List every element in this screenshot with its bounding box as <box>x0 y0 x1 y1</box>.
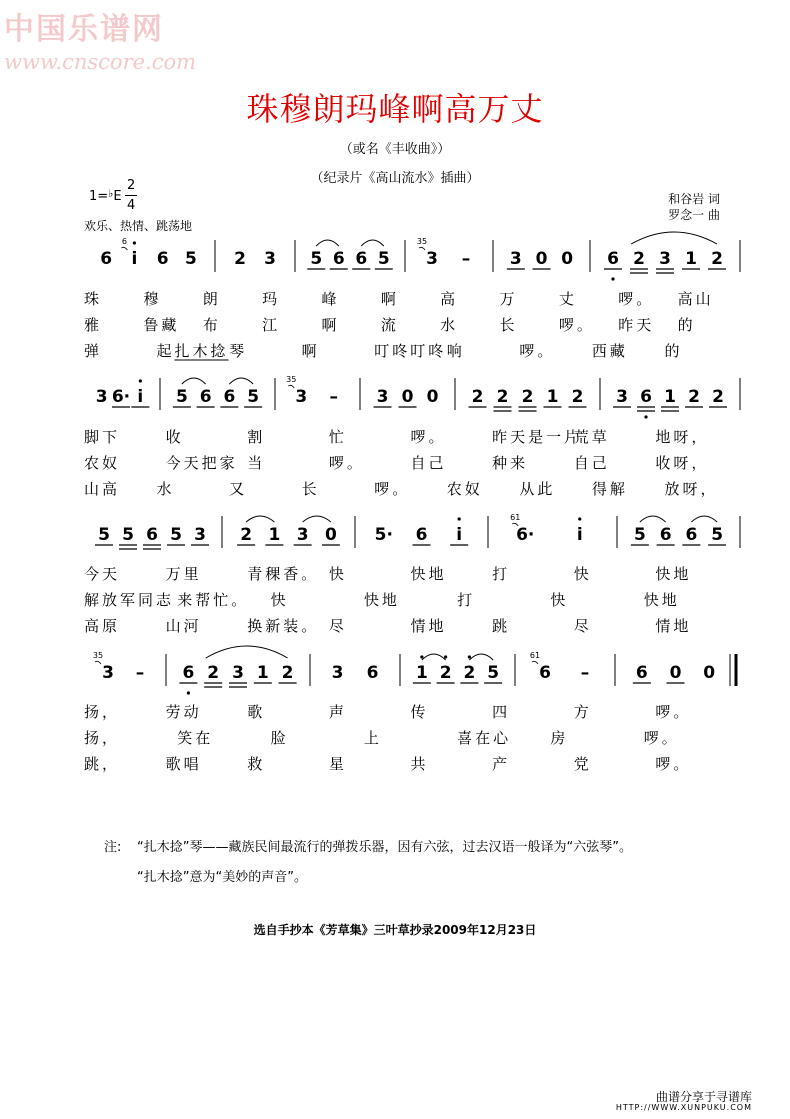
lyric-syllable: 起扎木捻 <box>156 342 229 360</box>
lyric-syllable: 方 <box>573 703 592 721</box>
lyric-syllable: 昨天 <box>618 316 655 334</box>
lyric-syllable: 布 <box>202 316 221 334</box>
jianpu-note: 5 <box>247 387 260 407</box>
lyric-syllable: 当 <box>247 454 266 472</box>
lyric-syllable: 忙 <box>328 428 347 446</box>
lyric-syllable: 朗 <box>202 290 221 308</box>
jianpu-note: 3 <box>376 387 389 407</box>
lyric-syllable: 收 <box>165 428 184 446</box>
jianpu-note: 0 <box>669 663 682 683</box>
lyric-syllable: 今天 <box>84 565 121 583</box>
jianpu-note: 6 <box>156 249 169 269</box>
jianpu-note: 3 <box>509 249 522 269</box>
jianpu-note: 5 <box>487 663 500 683</box>
slur <box>640 516 666 522</box>
jianpu-note: 5 <box>633 525 646 545</box>
footnote-line-1: “扎木捻”琴——藏族民间最流行的弹拨乐器，因有六弦，过去汉语一般译为“六弦琴”。 <box>137 840 632 855</box>
jianpu-note: 6· <box>516 525 535 545</box>
lyric-syllable: 又 <box>229 480 248 498</box>
grace-note: 35 <box>92 651 104 660</box>
jianpu-note: i <box>576 525 583 545</box>
grace-note: 61 <box>529 651 541 660</box>
time-sig-beats: 2 <box>127 178 136 193</box>
watermark-url: www.cnscore.com <box>4 50 197 74</box>
lyric-syllable: 换新装。 <box>247 617 320 635</box>
lyric-syllable: 尽 <box>573 617 592 635</box>
lyric-syllable: 今天把家 <box>165 454 238 472</box>
slur <box>691 516 717 522</box>
octave-dot-below <box>644 415 647 418</box>
jianpu-note: 1 <box>664 387 676 407</box>
composer-credit: 罗念一 曲 <box>668 208 720 222</box>
lyric-syllable: 来帮忙。 <box>177 591 250 609</box>
jianpu-note: 2 <box>571 387 584 407</box>
jianpu-note: 2 <box>439 663 452 683</box>
jianpu-note: 2 <box>463 663 476 683</box>
octave-dot-below <box>611 277 614 280</box>
lyric-syllable: 救 <box>247 755 266 773</box>
lyric-syllable: 尽 <box>328 617 347 635</box>
lyric-syllable: 脸 <box>270 729 289 747</box>
lyric-syllable: 劳动 <box>165 703 202 721</box>
grace-note: 61 <box>510 513 521 522</box>
jianpu-note: 5 <box>711 525 724 545</box>
lyric-syllable: 珠 <box>84 290 103 308</box>
grace-note: 6 <box>121 237 127 246</box>
octave-dot-above <box>139 379 142 382</box>
lyric-syllable: 长 <box>301 480 320 498</box>
jianpu-note: 2 <box>633 249 645 269</box>
jianpu-note: – <box>580 663 590 683</box>
grace-slur <box>419 247 425 250</box>
lyric-syllable: 情地 <box>655 617 692 635</box>
lyric-syllable: 琴 <box>229 342 248 360</box>
jianpu-note: 5 <box>377 249 390 269</box>
jianpu-note: 5 <box>98 525 110 545</box>
lyric-syllable: 高原 <box>84 617 121 635</box>
jianpu-note: 5 <box>184 249 197 269</box>
lyric-syllable: 自己 <box>573 454 610 472</box>
lyric-syllable: 西藏 <box>591 342 628 360</box>
lyric-syllable: 荒草 <box>573 428 610 446</box>
lyric-syllable: 峰 <box>321 290 340 308</box>
jianpu-note: – <box>329 387 338 407</box>
lyric-syllable: 声 <box>328 703 347 721</box>
watermark-logo: 中国乐谱网 <box>4 12 164 47</box>
jianpu-note: 3 <box>331 663 344 683</box>
lyric-syllable: 喜在心 <box>457 729 512 747</box>
jianpu-note: 2 <box>688 387 700 407</box>
lyric-syllable: 啰。 <box>410 428 447 446</box>
lyric-syllable: 雅 <box>84 316 103 334</box>
lyric-syllable: 打 <box>457 591 476 609</box>
jianpu-note: 6 <box>539 663 551 683</box>
slur <box>229 378 253 384</box>
lyric-syllable: 跳， <box>84 755 121 773</box>
octave-dot-above <box>578 517 581 520</box>
jianpu-note: 0 <box>561 249 574 269</box>
lyric-syllable: 快 <box>270 591 289 609</box>
jianpu-note: 0 <box>703 663 716 683</box>
lyric-syllable: 啰。 <box>519 342 556 360</box>
jianpu-note: 3 <box>426 249 438 269</box>
slur <box>246 516 274 522</box>
jianpu-note: 6 <box>640 387 652 407</box>
lyric-syllable: 党 <box>573 755 592 773</box>
jianpu-note: 0 <box>324 525 337 545</box>
lyric-syllable: 山河 <box>165 617 202 635</box>
grace-slur <box>288 385 294 388</box>
jianpu-note: 1 <box>685 249 697 269</box>
jianpu-note: 3 <box>659 249 671 269</box>
footer-url: HTTP://WWW.XUNPUKU.COM <box>615 1103 752 1112</box>
jianpu-note: 6 <box>366 663 379 683</box>
lyric-syllable: 四 <box>492 703 511 721</box>
jianpu-note: 2 <box>712 387 724 407</box>
jianpu-note: 1 <box>256 663 269 683</box>
lyric-syllable: 星 <box>328 755 347 773</box>
lyric-syllable: 快 <box>573 565 592 583</box>
lyric-syllable: 弹 <box>84 342 103 360</box>
lyric-syllable: 响 <box>446 342 465 360</box>
footer-share: 曲谱分享于寻谱库 <box>655 1090 752 1104</box>
lyric-syllable: 流 <box>380 316 399 334</box>
slur <box>303 516 331 522</box>
lyric-syllable: 跳 <box>492 617 511 635</box>
lyric-syllable: 长 <box>499 316 518 334</box>
jianpu-note: 5 <box>170 525 182 545</box>
lyric-syllable: 快地 <box>643 591 680 609</box>
lyric-syllable: 歌唱 <box>165 755 202 773</box>
lyric-syllable: 从此 <box>519 480 556 498</box>
tempo-marking: 欢乐、热情、跳荡地 <box>84 219 193 233</box>
jianpu-note: 6 <box>635 663 648 683</box>
lyric-syllable: 快 <box>550 591 569 609</box>
jianpu-note: 5 <box>122 525 134 545</box>
lyric-syllable: 水 <box>156 480 175 498</box>
lyric-syllable: 快地 <box>655 565 692 583</box>
key-prefix: 1= <box>89 189 109 204</box>
lyric-syllable: 山高 <box>84 480 121 498</box>
lyric-syllable: 啰。 <box>618 290 655 308</box>
lyric-syllable: 穆 <box>143 290 162 308</box>
note-label: 注: <box>104 840 122 855</box>
jianpu-note: 6 <box>607 249 619 269</box>
lyric-syllable: 快地 <box>410 565 447 583</box>
lyric-syllable: 自己 <box>410 454 447 472</box>
alternate-title: （或名《丰收曲》） <box>339 142 451 157</box>
lyric-syllable: 产 <box>492 755 511 773</box>
lyric-syllable: 万里 <box>165 565 202 583</box>
lyric-syllable: 得解 <box>591 480 628 498</box>
film-note: （纪录片《高山流水》插曲） <box>310 171 480 186</box>
jianpu-note: 0 <box>401 387 414 407</box>
lyric-syllable: 收呀， <box>655 454 710 472</box>
lyric-syllable: 农奴 <box>84 454 121 472</box>
jianpu-note: 5· <box>374 525 393 545</box>
jianpu-note: 6· <box>111 387 131 407</box>
lyric-syllable: 啰。 <box>328 454 365 472</box>
slur <box>316 240 339 246</box>
lyric-syllable: 上 <box>363 729 382 747</box>
phrase-slur <box>631 232 717 244</box>
jianpu-note: 1 <box>546 387 559 407</box>
lyric-syllable: 解放军同志 <box>84 591 175 609</box>
jianpu-note: 2 <box>234 249 246 269</box>
lyric-syllable: 啊 <box>301 342 320 360</box>
octave-dot-above <box>420 655 423 658</box>
lyric-syllable: 房 <box>550 729 569 747</box>
lyric-syllable: 高山 <box>677 290 714 308</box>
jianpu-note: 6 <box>659 525 672 545</box>
jianpu-note: 1 <box>268 525 281 545</box>
lyric-syllable: 玛 <box>262 290 281 308</box>
jianpu-note: 6 <box>415 525 428 545</box>
lyric-syllable: 啊 <box>380 290 399 308</box>
jianpu-note: 3 <box>194 525 206 545</box>
jianpu-note: 0 <box>535 249 548 269</box>
jianpu-note: 2 <box>207 663 220 683</box>
source-note: 选自手抄本《芳草集》三叶草抄录2009年12月23日 <box>253 923 537 937</box>
grace-note: 35 <box>416 237 428 246</box>
song-title: 珠穆朗玛峰啊高万丈 <box>246 90 544 128</box>
lyric-syllable: 快 <box>328 565 347 583</box>
jianpu-note: 6 <box>355 249 368 269</box>
footnote-line-2: “扎木捻”意为“美妙的声音”。 <box>137 870 307 885</box>
lyric-syllable: 种来 <box>492 454 529 472</box>
jianpu-note: 3 <box>616 387 628 407</box>
jianpu-note: 0 <box>426 387 439 407</box>
octave-dot-above <box>133 241 136 244</box>
lyric-syllable: 笑在 <box>177 729 214 747</box>
lyric-syllable: 啊 <box>321 316 340 334</box>
slur <box>361 240 384 246</box>
jianpu-note: 6 <box>146 525 158 545</box>
lyric-syllable: 共 <box>410 755 429 773</box>
grace-slur <box>532 661 538 664</box>
jianpu-note: 5 <box>310 249 323 269</box>
jianpu-note: 2 <box>471 387 484 407</box>
jianpu-note: 2 <box>521 387 534 407</box>
lyric-syllable: 扬， <box>84 703 121 721</box>
lyric-syllable: 叮咚叮咚 <box>374 342 447 360</box>
lyric-syllable: 万 <box>499 290 518 308</box>
lyric-syllable: 啰。 <box>558 316 595 334</box>
jianpu-note: 1 <box>415 663 428 683</box>
lyric-syllable: 的 <box>664 342 683 360</box>
lyric-syllable: 昨天是一片 <box>492 428 583 446</box>
slur <box>422 654 446 660</box>
grace-note: 35 <box>286 375 297 384</box>
jianpu-note: – <box>135 663 145 683</box>
slur <box>469 654 493 660</box>
jianpu-note: i <box>137 387 144 407</box>
jianpu-note: i <box>456 525 463 545</box>
octave-dot-above <box>444 655 447 658</box>
lyric-syllable: 情地 <box>410 617 447 635</box>
jianpu-note: 6 <box>182 663 195 683</box>
lyric-syllable: 的 <box>677 316 696 334</box>
lyric-syllable: 啰。 <box>655 703 692 721</box>
jianpu-note: 3 <box>232 663 244 683</box>
lyric-syllable: 割 <box>247 428 266 446</box>
lyricist-credit: 和谷岩 词 <box>668 192 720 206</box>
jianpu-note: 6 <box>223 387 236 407</box>
lyric-syllable: 高 <box>440 290 459 308</box>
jianpu-note: 2 <box>240 525 253 545</box>
jianpu-note: 3 <box>296 525 309 545</box>
jianpu-note: i <box>131 249 138 269</box>
lyric-syllable: 扬， <box>84 729 121 747</box>
key-flat: ♭ <box>108 187 114 200</box>
lyric-syllable: 歌 <box>247 703 266 721</box>
jianpu-note: 3 <box>102 663 114 683</box>
lyric-syllable: 水 <box>440 316 459 334</box>
phrase-slur <box>206 646 288 658</box>
slur <box>182 378 206 384</box>
jianpu-note: 2 <box>281 663 294 683</box>
lyric-syllable: 农奴 <box>446 480 483 498</box>
octave-dot-below <box>187 691 190 694</box>
lyric-syllable: 鲁藏 <box>143 316 180 334</box>
jianpu-note: – <box>461 249 471 269</box>
lyric-syllable: 啰。 <box>643 729 680 747</box>
jianpu-note: 6 <box>100 249 113 269</box>
jianpu-note: 6 <box>685 525 698 545</box>
jianpu-note: 3 <box>264 249 276 269</box>
time-sig-unit: 4 <box>127 198 136 213</box>
lyric-syllable: 江 <box>262 316 281 334</box>
jianpu-note: 6 <box>199 387 212 407</box>
grace-slur <box>95 661 101 664</box>
jianpu-note: 2 <box>711 249 723 269</box>
octave-dot-above <box>468 655 471 658</box>
jianpu-note: 3 <box>95 387 108 407</box>
lyric-syllable: 放呀， <box>664 480 719 498</box>
lyric-syllable: 地呀， <box>655 428 710 446</box>
grace-slur <box>121 247 127 250</box>
octave-dot-above <box>458 517 461 520</box>
lyric-syllable: 丈 <box>558 290 577 308</box>
lyric-syllable: 快地 <box>363 591 400 609</box>
lyric-syllable: 脚下 <box>84 428 121 446</box>
jianpu-note: 6 <box>332 249 345 269</box>
lyric-syllable: 传 <box>410 703 429 721</box>
key-note: E <box>113 189 122 204</box>
lyric-syllable: 啰。 <box>655 755 692 773</box>
lyric-syllable: 打 <box>492 565 511 583</box>
jianpu-note: 2 <box>496 387 509 407</box>
jianpu-note: 3 <box>295 387 308 407</box>
lyric-syllable: 啰。 <box>374 480 411 498</box>
jianpu-note: 5 <box>175 387 188 407</box>
lyric-syllable: 青稞香。 <box>247 565 320 583</box>
